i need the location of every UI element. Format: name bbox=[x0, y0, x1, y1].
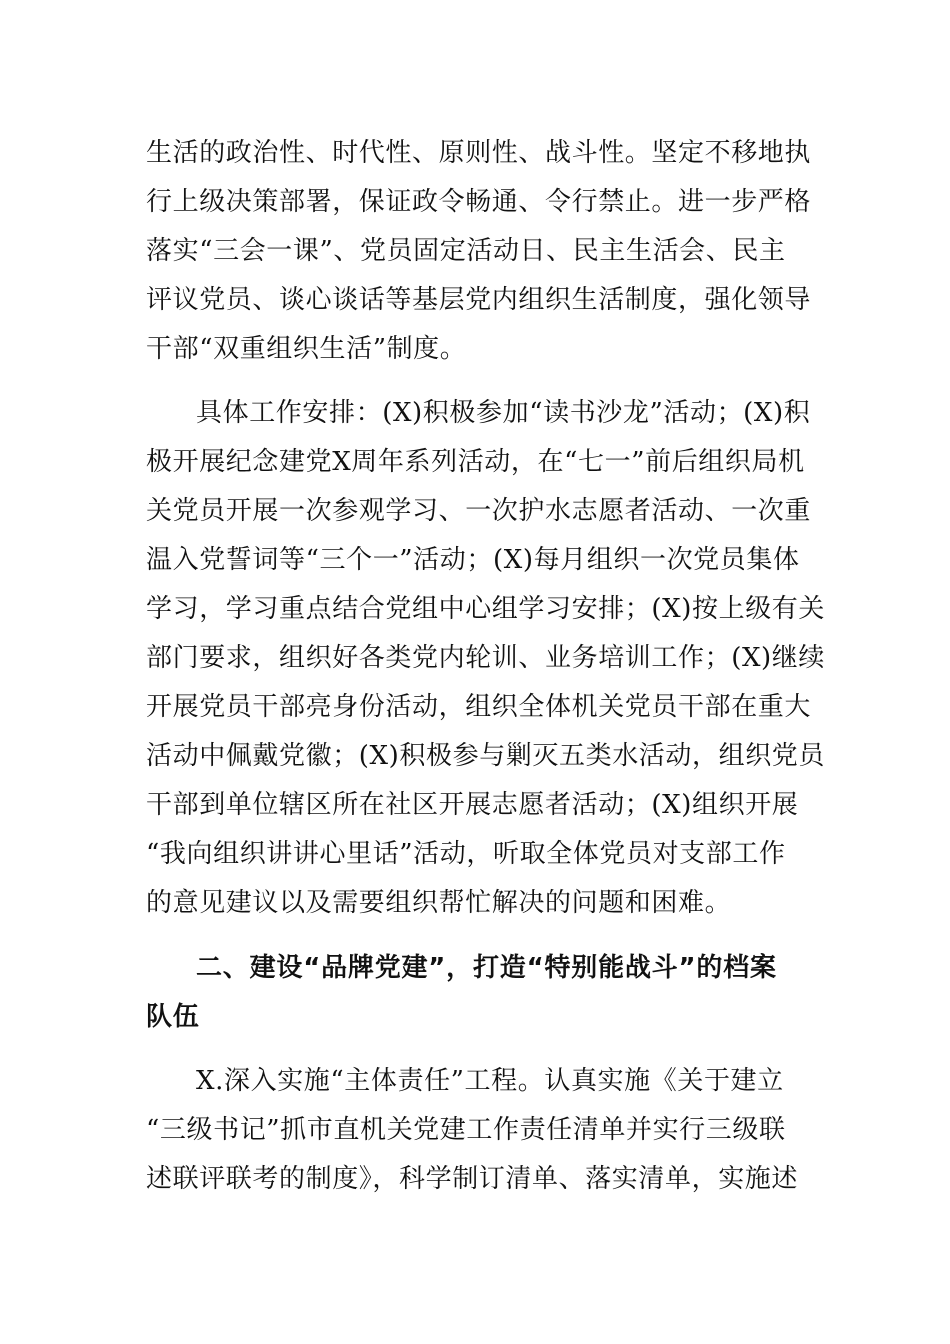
paragraph-1-line-4: 评议党员、谈心谈话等基层党内组织生活制度，强化领导 bbox=[146, 285, 812, 315]
section-heading-line-2: 队伍 bbox=[146, 1002, 200, 1032]
paragraph-3-line-2: “三级书记”抓市直机关党建工作责任清单并实行三级联 bbox=[146, 1115, 786, 1145]
paragraph-3-line-3: 述联评联考的制度》，科学制订清单、落实清单，实施述 bbox=[146, 1164, 799, 1194]
paragraph-3-line-1: X.深入实施“主体责任”工程。认真实施《关于建立 bbox=[196, 1066, 784, 1096]
paragraph-2-line-1: 具体工作安排：(X)积极参加“读书沙龙”活动；(X)积 bbox=[196, 398, 811, 428]
paragraph-2-line-5: 学习，学习重点结合党组中心组学习安排；(X)按上级有关 bbox=[146, 594, 825, 624]
paragraph-2-line-4: 温入党誓词等“三个一”活动；(X)每月组织一次党员集体 bbox=[146, 545, 800, 575]
paragraph-1-line-5: 干部“双重组织生活”制度。 bbox=[146, 334, 467, 364]
paragraph-2-line-8: 活动中佩戴党徽；(X)积极参与剿灭五类水活动，组织党员 bbox=[146, 741, 825, 771]
paragraph-1-line-3: 落实“三会一课”、党员固定活动日、民主生活会、民主 bbox=[146, 236, 786, 266]
paragraph-2-line-3: 关党员开展一次参观学习、一次护水志愿者活动、一次重 bbox=[146, 496, 812, 526]
section-heading-line-1: 二、建设“品牌党建”，打造“特别能战斗”的档案 bbox=[196, 953, 777, 983]
paragraph-2-line-9: 干部到单位辖区所在社区开展志愿者活动；(X)组织开展 bbox=[146, 790, 799, 820]
paragraph-2-line-6: 部门要求，组织好各类党内轮训、业务培训工作；(X)继续 bbox=[146, 643, 825, 673]
paragraph-1-line-1: 生活的政治性、时代性、原则性、战斗性。坚定不移地执 bbox=[146, 138, 812, 168]
paragraph-2-line-11: 的意见建议以及需要组织帮忙解决的问题和困难。 bbox=[146, 888, 732, 918]
paragraph-2-line-10: “我向组织讲讲心里话”活动，听取全体党员对支部工作 bbox=[146, 839, 786, 869]
paragraph-1-line-2: 行上级决策部署，保证政令畅通、令行禁止。进一步严格 bbox=[146, 187, 812, 217]
paragraph-2-line-2: 极开展纪念建党X周年系列活动，在“七一”前后组织局机 bbox=[146, 447, 805, 477]
paragraph-2-line-7: 开展党员干部亮身份活动，组织全体机关党员干部在重大 bbox=[146, 692, 812, 722]
